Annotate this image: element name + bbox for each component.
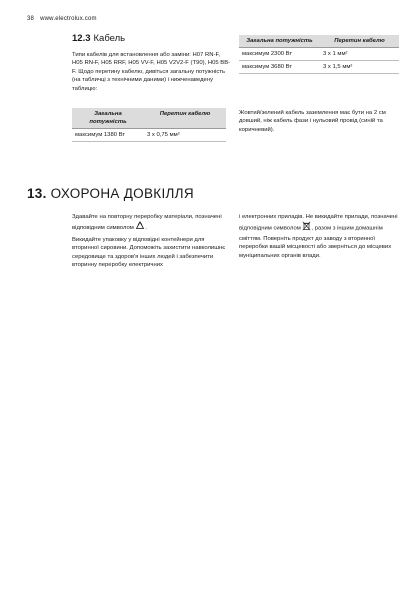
table-row xyxy=(72,129,226,142)
cable-types-paragraph: Типи кабелів для встановлення або заміни: H07 RN-F, H05 RN-F, H05 RRF, H05 VV-F, H05 V2V2-F (T90), H05 BB-F. Щодо перетину кабелю, дивіться загальну потужність (на табличці з технічними даними) і нижченаведену таблицю: xyxy=(72,52,231,92)
table-row xyxy=(239,61,399,74)
table-row xyxy=(239,48,399,61)
cable-table-2 xyxy=(239,35,399,74)
recycle-paragraph: Здавайте на повторну переробку матеріали, позначені відповідним символом . xyxy=(72,213,232,234)
table-cell: максимум 1380 Вт xyxy=(72,129,144,142)
cable-table-1 xyxy=(72,108,226,142)
environment-column-right xyxy=(239,213,405,260)
table-header: Загальна потужність xyxy=(72,108,144,129)
table-header: Перетин кабелю xyxy=(320,35,399,48)
table-cell: 3 x 1 мм² xyxy=(320,48,399,61)
section-number: 13. xyxy=(27,186,47,201)
environment-column-left xyxy=(72,213,232,269)
section-cable-heading xyxy=(72,33,125,44)
disposal-text-tail: , разом з іншим домашнім сміттям. Поверніть продукт до заводу з вторинної переробки вашій місцевості або зверніться до місцевих муніципальних органів влади. xyxy=(239,225,392,259)
site-url: www.electrolux.com xyxy=(40,16,97,22)
table-header: Перетин кабелю xyxy=(144,108,226,129)
recycle-icon xyxy=(135,221,145,233)
recycle-text: Здавайте на повторну переробку матеріали, позначені відповідним символом xyxy=(72,214,222,232)
section-environment-heading xyxy=(27,186,194,201)
grounding-note: Жовтий/зелений кабель заземлення має бути на 2 см довший, ніж кабель фази і нульовий провід (синій та коричневий). xyxy=(239,110,386,133)
packaging-paragraph: Викидайте упаковку у відповідні контейнери для вторинної сировини. Допоможіть захистити навколишнє середовище та здоров'я інших людей і забезпечити вторинну переробку електричних xyxy=(72,236,226,269)
page-number: 38 xyxy=(27,16,35,22)
disposal-text: і електронних приладів. Не викидайте прилади, позначені відповідним символом xyxy=(239,214,398,232)
table-cell: 3 x 1,5 мм² xyxy=(320,61,399,74)
table-header: Загальна потужність xyxy=(239,35,320,48)
section-title: ОХОРОНА ДОВКІЛЛЯ xyxy=(50,186,194,201)
table-cell: максимум 3680 Вт xyxy=(239,61,320,74)
section-title: Кабель xyxy=(93,33,126,44)
table-cell: максимум 2300 Вт xyxy=(239,48,320,61)
section-number: 12.3 xyxy=(72,33,91,44)
disposal-paragraph xyxy=(239,213,405,260)
page-header xyxy=(27,16,97,22)
table-cell: 3 x 0,75 мм² xyxy=(144,129,226,142)
